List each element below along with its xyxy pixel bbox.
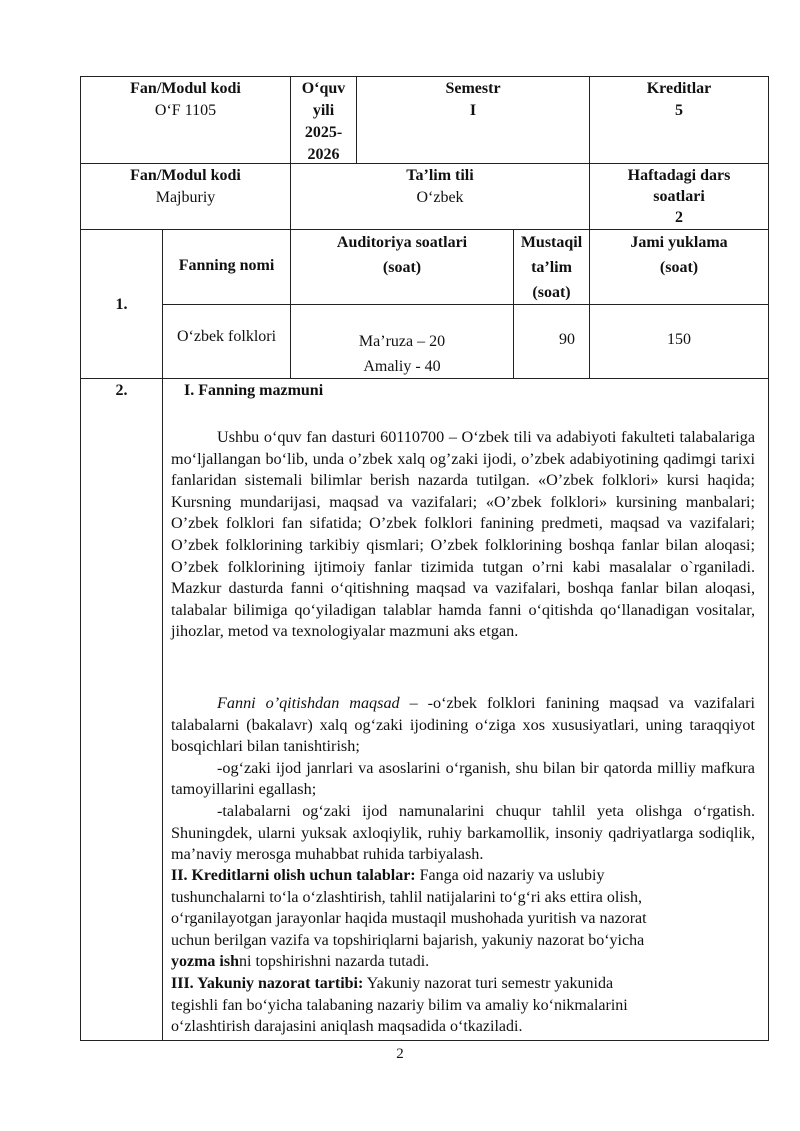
ogzaki-ijod-paragraph: -og‘zaki ijod janrlari va asoslarini o‘rganish, shu bilan bir qatorda milliy mafkura tamoyillarini egallash; (171, 758, 755, 799)
auditoriya-header-line-1: Auditoriya soatlari (336, 234, 468, 251)
section-iii-line-1 (171, 973, 755, 995)
section-ii-line-4: uchun berilgan vazifa va topshiriqlarni bajarish, yakuniy nazorat bo‘yicha (171, 931, 645, 949)
auditoriya-header-line-2: (soat) (382, 259, 422, 276)
row1-col4 (590, 78, 768, 122)
oquv-yili-line-2: yili (312, 102, 335, 119)
row2-col1 (81, 165, 290, 209)
mustaqil-header-line-3: (soat) (532, 284, 571, 301)
row3-divider-number (162, 229, 163, 1040)
maqsad-text: – -o‘zbek folklori fanining maqsad va vazifalari talabalarni (bakalavr) xalq og‘zaki ijodining o‘ziga xos xususiyatlari, uning taraqqiyot bosqichlari bilan tanishtirish; (171, 694, 756, 756)
section-iii-line-3: o‘zlashtirish darajasini aniqlash maqsadida o‘tkaziladi. (171, 1018, 523, 1036)
haftadagi-value: 2 (675, 209, 683, 226)
section-ii-end-text: ni topshirishni nazarda tutadi. (239, 953, 430, 971)
mustaqil-header (514, 230, 589, 305)
fanning-nomi-value: O‘zbek folklori (176, 328, 277, 345)
majburiy-value: Majburiy (155, 189, 216, 206)
row1-col2 (291, 78, 356, 166)
amaliy-hours: Amaliy - 40 (363, 358, 441, 375)
section-iii-line-1-text: Yakuniy nazorat turi semestr yakunida (363, 975, 614, 992)
fanning-nomi-header: Fanning nomi (178, 257, 275, 274)
talim-tili-header: Ta’lim tili (406, 167, 474, 184)
fan-modul-kodi-header: Fan/Modul kodi (130, 80, 241, 97)
section-ii-line-2: tushunchalarni to‘la o‘zlashtirish, tahlil natijalarini to‘g‘ri aks ettira olish, (171, 888, 642, 906)
oquv-yili-line-3: 2025- (304, 124, 343, 141)
page-number: 2 (396, 1046, 404, 1062)
yakuniy-nazorat-heading: III. Yakuniy nazorat tartibi: (171, 975, 364, 992)
table-left-border (80, 76, 81, 1041)
row-number-2: 2. (115, 382, 128, 399)
mustaqil-header-line-1: Mustaqil (520, 234, 583, 251)
section-ii-line-5 (171, 951, 755, 973)
mustaqil-value: 90 (559, 331, 575, 348)
maruza-hours: Ma’ruza – 20 (358, 333, 446, 350)
fanning-mazmuni-heading: I. Fanning mazmuni (184, 382, 324, 399)
oquv-yili-line-1: O‘quv (301, 80, 346, 97)
table-right-border (768, 76, 769, 1041)
section-ii-line-1-text: Fanga oid nazariy va uslubiy (415, 867, 605, 884)
auditoriya-value (291, 329, 513, 379)
section-iii (171, 973, 755, 1038)
semestr-value: I (469, 102, 477, 119)
kreditlar-header: Kreditlar (646, 80, 712, 97)
section-iii-line-2: tegishli fan bo‘yicha talabaning nazariy bilim va amaliy ko‘nikmalarini (171, 996, 628, 1014)
row2-col2 (291, 165, 589, 209)
section2-body-2 (171, 693, 755, 866)
jami-value: 150 (667, 331, 691, 348)
row1-col1 (81, 78, 290, 122)
table-top-border (80, 76, 769, 77)
row2-col3 (590, 165, 768, 228)
maqsad-italic-lead: Fanni o’qitishdan maqsad (217, 694, 400, 712)
section-ii-line-1 (171, 865, 755, 887)
jami-header-line-2: (soat) (659, 259, 699, 276)
talim-tili-value: O‘zbek (416, 189, 464, 206)
haftadagi-header-line-1: Haftadagi dars (627, 167, 731, 184)
maqsad-paragraph (171, 693, 755, 758)
section2-body-1 (171, 427, 755, 643)
row1-bottom-border (80, 163, 769, 164)
mustaqil-header-line-2: ta’lim (531, 259, 572, 276)
row-number-1: 1. (115, 296, 128, 313)
section-ii-line-3: o‘rganilayotgan jarayonlar haqida mustaqil mushohada yuritish va nazorat (171, 910, 647, 928)
jami-header-line-1: Jami yuklama (630, 234, 728, 251)
kreditlar-value: 5 (675, 102, 683, 119)
row3-header-bottom-border (162, 304, 769, 305)
kreditlar-talablar-heading: II. Kreditlarni olish uchun talablar: (171, 867, 416, 884)
table-bottom-border (80, 1040, 769, 1041)
section-ii (171, 865, 755, 973)
haftadagi-header-line-2: soatlari (653, 188, 705, 205)
semestr-header: Semestr (445, 80, 501, 97)
yozma-ish-bold: yozma ish (171, 953, 239, 971)
fan-dasturi-paragraph: Ushbu o‘quv fan dasturi 60110700 – O‘zbek tili va adabiyoti fakulteti talabalariga mo‘ljallangan bo‘lib, unda o’zbek xalq og’zaki ijodi, o’zbek adabiyotining qadimgi tarixi fanlaridan sistemali bilimlar berish nazarda tutilgan. «O’zbek folklori» kursi haqida; Kursning mundarijasi, maqsad va vazifalari; «O’zbek folklori» kursining manbalari; O’zbek folklori fan sifatida; O’zbek folklori fanining predmeti, maqsad va vazifalari; O’zbek folklorining tarkibiy qismlari; O’zbek folklorining boshqa fanlar bilan aloqasi; O’zbek folklorining ijtimoiy fanlar tizimida tutgan o’rni kabi masalalar o`rganiladi. Mazkur dasturda fanni o‘qitishning maqsad va vazifalari, boshqa fanlar bilan aloqasi, talabalar bilimiga qo‘yiladigan talablar hamda fanni o‘qitishda qo‘llanadigan vositalar, jihozlar, metod va texnologiyalar mazmuni aks etgan. (171, 428, 755, 641)
oquv-yili-line-4: 2026 (307, 146, 340, 163)
auditoriya-header (291, 230, 513, 280)
jami-header (590, 230, 768, 280)
talabalarni-paragraph: -talabalarni og‘zaki ijod namunalarini chuqur tahlil yeta olishga o‘rgatish. Shuningdek, ularni yuksak axloqiylik, ruhiy barkamollik, insoniy qadriyatlarga sodiqlik, ma’naviy merosga muhabbat ruhida tarbiyalash. (171, 801, 755, 864)
fan-modul-kodi-value: O‘F 1105 (154, 102, 217, 119)
row1-col3 (357, 78, 589, 122)
fan-modul-kodi-header-2: Fan/Modul kodi (130, 167, 241, 184)
